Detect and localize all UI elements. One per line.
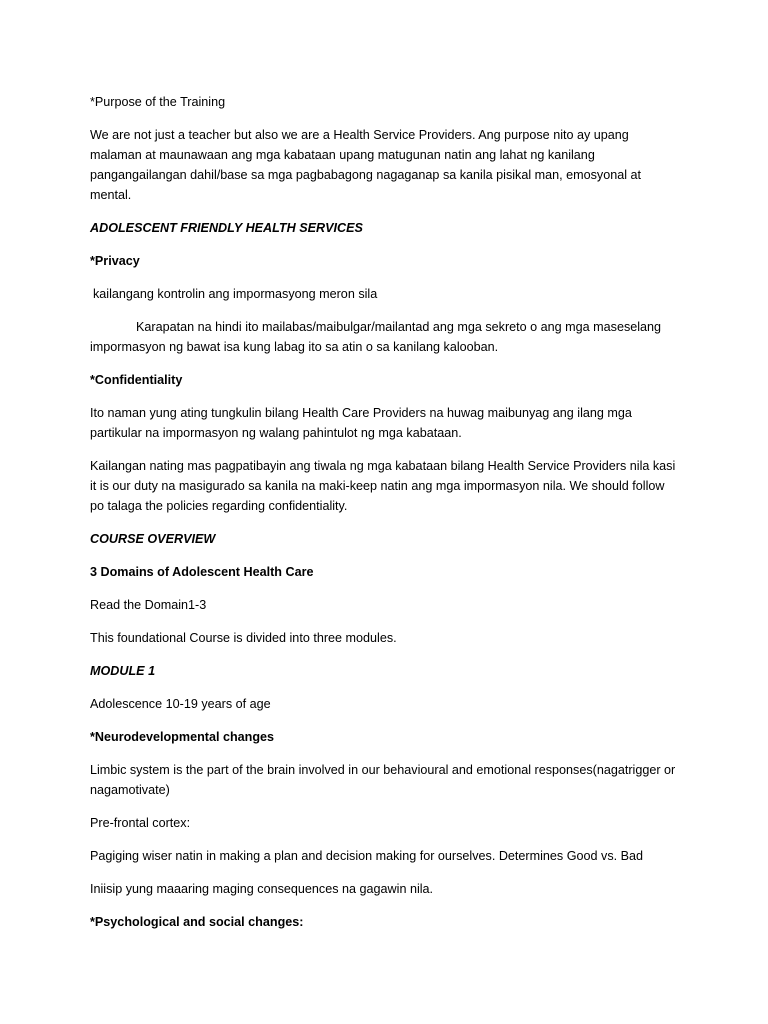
- limbic-paragraph: Limbic system is the part of the brain involved in our behavioural and emotional responses(nagatrigger or nagamotivate): [90, 763, 676, 797]
- privacy-paragraph: Karapatan na hindi ito mailabas/maibulgar/mailantad ang mga sekreto o ang mga maseselang impormasyon ng bawat isa kung labag ito sa atin o sa kanilang kalooban.: [90, 320, 662, 354]
- wiser-paragraph: Pagiging wiser natin in making a plan and decision making for ourselves. Determines Good vs. Bad: [90, 849, 644, 863]
- psychological-heading: *Psychological and social changes:: [90, 915, 304, 929]
- module-1-heading: MODULE 1: [90, 664, 156, 678]
- read-domain-line: Read the Domain1-3: [90, 598, 207, 612]
- confidentiality-paragraph-2: Kailangan nating mas pagpatibayin ang tiwala ng mga kabataan bilang Health Service Providers nila kasi it is our duty na masigurado sa kanila na maki-keep natin ang mga impormasyon nila. We should follow po talaga the policies regarding confidentiality.: [90, 459, 676, 513]
- purpose-paragraph: We are not just a teacher but also we are a Health Service Providers. Ang purpose nito ay upang malaman at maunawaan ang mga kabataan upang matugunan natin ang lahat ng kanilang pangangailangan dahil/base sa mga pagbabagong nagaganap sa kanila pisikal man, emosyonal at mental.: [90, 128, 642, 202]
- course-overview-heading: COURSE OVERVIEW: [90, 532, 216, 546]
- privacy-heading: *Privacy: [90, 254, 140, 268]
- prefrontal-line: Pre-frontal cortex:: [90, 816, 191, 830]
- afhs-heading: ADOLESCENT FRIENDLY HEALTH SERVICES: [90, 221, 363, 235]
- neurodevelopmental-heading: *Neurodevelopmental changes: [90, 730, 275, 744]
- adolescence-line: Adolescence 10-19 years of age: [90, 697, 271, 711]
- confidentiality-heading: *Confidentiality: [90, 373, 183, 387]
- domains-heading: 3 Domains of Adolescent Health Care: [90, 565, 314, 579]
- purpose-heading: *Purpose of the Training: [90, 95, 226, 109]
- course-modules-line: This foundational Course is divided into three modules.: [90, 631, 397, 645]
- confidentiality-paragraph-1: Ito naman yung ating tungkulin bilang Health Care Providers na huwag maibunyag ang ilang mga partikular na impormasyon ng walang pahintulot ng mga kabataan.: [90, 406, 632, 440]
- consequences-line: Iniisip yung maaaring maging consequences na gagawin nila.: [90, 882, 434, 896]
- privacy-line: kailangang kontrolin ang impormasyong meron sila: [93, 287, 378, 301]
